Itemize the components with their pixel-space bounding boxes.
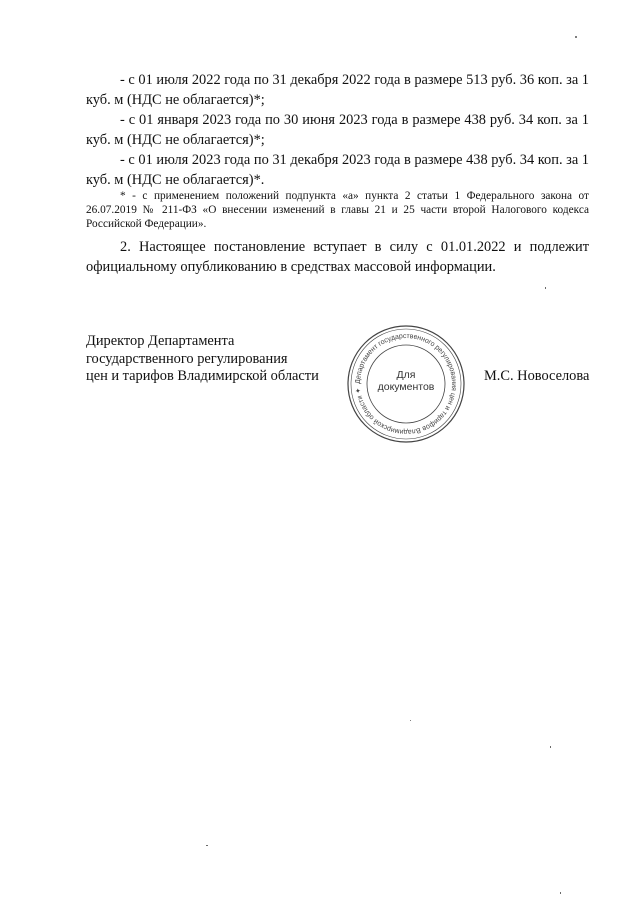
- scan-speck: [545, 287, 546, 289]
- signatory-title: [86, 333, 346, 386]
- tariff-period-1: - с 01 июля 2022 года по 31 декабря 2022 года в размере 513 руб. 36 коп. за 1 куб. м (НДС не облагается)*;: [86, 72, 590, 108]
- signatory-title-line-2: государственного регулирования: [86, 350, 288, 367]
- scan-speck: [410, 720, 411, 721]
- scan-speck: [550, 746, 551, 748]
- stamp-label-line-1: Для: [396, 369, 416, 381]
- scan-speck: [575, 36, 577, 38]
- effective-date-paragraph: 2. Настоящее постановление вступает в силу с 01.01.2022 и подлежит официальному опубликованию в средствах массовой информации.: [86, 239, 589, 275]
- signatory-name: М.С. Новоселова: [484, 368, 590, 384]
- scan-speck: [560, 892, 561, 894]
- footnote: * - с применением положений подпункта «а» пункта 2 статьи 1 Федерального закона от 26.07.2019 № 211-ФЗ «О внесении изменений в главы 21 и 25 части второй Налогового кодекса Российской Федерации».: [86, 190, 589, 230]
- signatory-title-line-3: цен и тарифов Владимирской области: [86, 368, 319, 384]
- stamp-ring-text: Департамент государственного регулирования цен и тарифов Владимирской области ✦: [352, 330, 460, 438]
- signatory-title-line-1: Директор Департамента: [86, 333, 235, 349]
- tariff-period-3: - с 01 июля 2023 года по 31 декабря 2023 года в размере 438 руб. 34 коп. за 1 куб. м (НДС не облагается)*.: [86, 152, 590, 188]
- official-stamp: [345, 323, 467, 445]
- tariff-period-2: - с 01 января 2023 года по 30 июня 2023 года в размере 438 руб. 34 коп. за 1 куб. м (НДС не облагается)*;: [86, 112, 589, 148]
- scan-speck: [206, 845, 208, 846]
- stamp-label-line-2: документов: [377, 381, 435, 393]
